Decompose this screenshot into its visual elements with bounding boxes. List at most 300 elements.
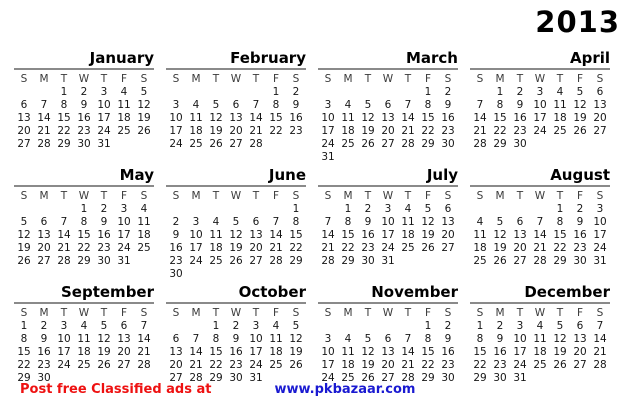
date-cell: 26 [229,254,243,267]
date-cell: 19 [361,124,375,137]
week-row [14,111,154,124]
date-cell: 24 [593,241,607,254]
weekday-header-cell: T [100,306,108,319]
empty-date-cell [438,150,458,163]
date-cell: 24 [321,371,335,384]
week-row [14,124,154,137]
week-row [14,202,154,215]
weekday-header-cell: S [444,306,452,319]
empty-date-cell [318,202,338,215]
week-row [470,98,610,111]
date-cell: 15 [269,111,283,124]
date-cell: 5 [364,98,372,111]
month-block [166,167,306,284]
weekday-header-cell: T [252,306,260,319]
empty-date-cell [510,202,530,215]
date-cell: 9 [100,215,108,228]
date-cell: 5 [212,98,220,111]
weekday-header-row [166,72,306,85]
weekday-header-cell: F [272,72,280,85]
date-cell: 20 [117,345,131,358]
date-cell: 21 [249,124,263,137]
weekday-header-cell: F [120,189,128,202]
weekday-header-row [470,189,610,202]
date-cell: 28 [249,137,263,150]
date-cell: 4 [140,202,148,215]
footer-website-link[interactable]: www.pkbazaar.com [274,382,416,397]
weekday-header-cell: S [596,189,604,202]
weekday-header-row [14,189,154,202]
date-cell: 4 [212,215,220,228]
empty-date-cell [14,202,34,215]
date-cell: 16 [361,228,375,241]
date-cell: 8 [496,98,504,111]
weekday-header-cell: M [343,72,353,85]
date-cell: 10 [97,98,111,111]
empty-date-cell [358,85,378,98]
date-cell: 3 [324,98,332,111]
week-row [166,358,306,371]
week-row [166,137,306,150]
date-cell: 15 [421,345,435,358]
date-cell: 19 [553,345,567,358]
date-cell: 1 [344,202,352,215]
date-cell: 30 [37,371,51,384]
weekday-header-cell: S [324,189,332,202]
date-cell: 27 [381,137,395,150]
date-cell: 25 [209,254,223,267]
date-cell: 29 [57,137,71,150]
date-cell: 8 [80,215,88,228]
date-cell: 8 [424,332,432,345]
date-cell: 11 [341,111,355,124]
week-row [14,241,154,254]
date-cell: 10 [513,332,527,345]
week-row [318,358,458,371]
date-cell: 14 [249,111,263,124]
date-cell: 1 [272,85,280,98]
date-cell: 5 [364,332,372,345]
weekday-header-row [318,306,458,319]
date-cell: 29 [289,254,303,267]
weekday-header-cell: S [596,306,604,319]
empty-date-cell [318,319,338,332]
empty-date-cell [438,254,458,267]
month-table [14,189,154,267]
week-row [470,254,610,267]
weekday-header-cell: T [516,306,524,319]
week-row [166,267,306,280]
date-cell: 16 [37,345,51,358]
weekday-header-cell: M [343,189,353,202]
weekday-header-cell: F [576,72,584,85]
date-cell: 20 [229,124,243,137]
date-cell: 1 [476,319,484,332]
date-cell: 10 [249,332,263,345]
weekday-header-cell: T [364,189,372,202]
date-cell: 28 [37,137,51,150]
empty-date-cell [34,202,54,215]
date-cell: 22 [473,358,487,371]
week-row [14,332,154,345]
date-cell: 31 [97,137,111,150]
date-cell: 1 [20,319,28,332]
date-cell: 19 [97,345,111,358]
date-cell: 3 [596,202,604,215]
date-cell: 10 [593,215,607,228]
date-cell: 13 [249,228,263,241]
date-cell: 9 [496,332,504,345]
footer [20,381,415,398]
date-cell: 6 [576,319,584,332]
date-cell: 29 [421,371,435,384]
month-table [470,306,610,384]
date-cell: 14 [269,228,283,241]
month-divider [166,68,306,70]
empty-date-cell [590,371,610,384]
weekday-header-cell: T [100,72,108,85]
weekday-header-cell: T [404,72,412,85]
week-row [318,345,458,358]
month-divider [14,68,154,70]
date-cell: 1 [556,202,564,215]
week-row [318,124,458,137]
date-cell: 5 [496,215,504,228]
date-cell: 8 [292,215,300,228]
date-cell: 31 [593,254,607,267]
date-cell: 25 [117,124,131,137]
date-cell: 13 [593,98,607,111]
date-cell: 24 [533,124,547,137]
empty-date-cell [34,85,54,98]
date-cell: 1 [212,319,220,332]
date-cell: 12 [229,228,243,241]
date-cell: 27 [17,137,31,150]
date-cell: 22 [341,241,355,254]
week-row [166,332,306,345]
weekday-header-cell: M [495,306,505,319]
month-divider [470,68,610,70]
date-cell: 12 [493,228,507,241]
week-row [318,228,458,241]
month-divider [470,185,610,187]
date-cell: 27 [117,358,131,371]
date-cell: 13 [117,332,131,345]
date-cell: 1 [424,85,432,98]
date-cell: 27 [573,358,587,371]
date-cell: 29 [553,254,567,267]
date-cell: 16 [77,111,91,124]
date-cell: 12 [573,98,587,111]
date-cell: 19 [137,111,151,124]
date-cell: 7 [404,332,412,345]
weekday-header-cell: S [596,72,604,85]
date-cell: 6 [384,98,392,111]
empty-date-cell [166,85,186,98]
empty-date-cell [378,150,398,163]
date-cell: 5 [424,202,432,215]
date-cell: 12 [289,332,303,345]
empty-date-cell [550,371,570,384]
weekday-header-cell: F [272,189,280,202]
month-divider [318,302,458,304]
weekday-header-cell: M [343,306,353,319]
month-name: February [230,49,306,67]
date-cell: 1 [424,319,432,332]
date-cell: 4 [192,98,200,111]
weekday-header-cell: W [534,306,546,319]
week-row [166,215,306,228]
date-cell: 18 [341,124,355,137]
date-cell: 19 [421,228,435,241]
empty-date-cell [358,319,378,332]
date-cell: 9 [40,332,48,345]
empty-date-cell [14,85,34,98]
date-cell: 8 [556,215,564,228]
date-cell: 8 [476,332,484,345]
date-cell: 5 [232,215,240,228]
date-cell: 8 [60,98,68,111]
date-cell: 16 [169,241,183,254]
week-row [318,215,458,228]
date-cell: 31 [249,371,263,384]
date-cell: 8 [424,98,432,111]
date-cell: 25 [341,371,355,384]
date-cell: 26 [421,241,435,254]
weekday-header-cell: T [404,306,412,319]
date-cell: 24 [169,137,183,150]
weekday-header-cell: W [230,189,242,202]
empty-date-cell [418,254,438,267]
date-cell: 14 [189,345,203,358]
date-cell: 2 [364,202,372,215]
date-cell: 7 [40,98,48,111]
weekday-header-cell: T [556,189,564,202]
date-cell: 2 [80,85,88,98]
date-cell: 6 [384,332,392,345]
weekday-header-cell: T [212,72,220,85]
weekday-header-cell: W [382,72,394,85]
date-cell: 31 [513,371,527,384]
month-name: May [119,166,154,184]
week-row [166,85,306,98]
weekday-header-cell: M [39,72,49,85]
date-cell: 29 [493,137,507,150]
date-cell: 5 [292,319,300,332]
empty-date-cell [550,137,570,150]
date-cell: 3 [100,85,108,98]
date-cell: 28 [189,371,203,384]
date-cell: 18 [209,241,223,254]
date-cell: 23 [513,124,527,137]
empty-date-cell [266,137,286,150]
date-cell: 21 [473,124,487,137]
date-cell: 31 [321,150,335,163]
month-divider [318,68,458,70]
empty-date-cell [338,319,358,332]
date-cell: 13 [441,215,455,228]
date-cell: 2 [100,202,108,215]
date-cell: 17 [381,228,395,241]
empty-date-cell [246,267,266,280]
empty-date-cell [378,319,398,332]
date-cell: 11 [533,332,547,345]
weekday-header-cell: W [78,189,90,202]
empty-date-cell [206,85,226,98]
weekday-header-row [14,72,154,85]
week-row [318,319,458,332]
date-cell: 30 [77,137,91,150]
date-cell: 7 [596,319,604,332]
month-block [470,167,610,284]
date-cell: 31 [381,254,395,267]
month-name: August [550,166,610,184]
weekday-header-row [470,72,610,85]
date-cell: 22 [17,358,31,371]
date-cell: 18 [137,228,151,241]
date-cell: 15 [421,111,435,124]
date-cell: 14 [321,228,335,241]
date-cell: 15 [209,345,223,358]
date-cell: 6 [444,202,452,215]
week-row [14,345,154,358]
date-cell: 19 [493,241,507,254]
date-cell: 30 [513,137,527,150]
date-cell: 3 [536,85,544,98]
week-row [166,228,306,241]
date-cell: 25 [77,358,91,371]
week-row [14,254,154,267]
weekday-header-cell: T [252,72,260,85]
weekday-header-cell: S [476,72,484,85]
date-cell: 30 [169,267,183,280]
date-cell: 8 [272,98,280,111]
weekday-header-cell: M [495,189,505,202]
week-row [470,332,610,345]
week-row [166,124,306,137]
week-row [166,98,306,111]
date-cell: 13 [229,111,243,124]
date-cell: 29 [17,371,31,384]
date-cell: 20 [593,111,607,124]
empty-date-cell [246,202,266,215]
weekday-header-cell: M [191,72,201,85]
date-cell: 27 [229,137,243,150]
date-cell: 2 [444,85,452,98]
month-table [318,72,458,163]
date-cell: 11 [209,228,223,241]
empty-date-cell [226,267,246,280]
weekday-header-cell: W [534,189,546,202]
date-cell: 5 [100,319,108,332]
weekday-header-cell: S [172,306,180,319]
date-cell: 7 [404,98,412,111]
month-name: November [371,283,458,301]
date-cell: 18 [533,345,547,358]
date-cell: 11 [77,332,91,345]
month-divider [166,185,306,187]
date-cell: 27 [381,371,395,384]
date-cell: 8 [344,215,352,228]
date-cell: 4 [404,202,412,215]
date-cell: 11 [341,345,355,358]
date-cell: 3 [384,202,392,215]
date-cell: 17 [117,228,131,241]
date-cell: 4 [80,319,88,332]
date-cell: 5 [140,85,148,98]
empty-date-cell [398,319,418,332]
date-cell: 3 [516,319,524,332]
date-cell: 6 [252,215,260,228]
date-cell: 20 [573,345,587,358]
weekday-header-cell: S [172,189,180,202]
date-cell: 21 [401,358,415,371]
date-cell: 22 [57,124,71,137]
date-cell: 1 [80,202,88,215]
date-cell: 30 [441,137,455,150]
date-cell: 13 [169,345,183,358]
weekday-header-cell: T [252,189,260,202]
date-cell: 2 [444,319,452,332]
date-cell: 15 [553,228,567,241]
weekday-header-cell: S [20,72,28,85]
date-cell: 17 [321,358,335,371]
weekday-header-cell: T [364,306,372,319]
date-cell: 26 [553,358,567,371]
empty-date-cell [134,254,154,267]
date-cell: 5 [556,319,564,332]
weekday-header-cell: T [556,72,564,85]
date-cell: 7 [192,332,200,345]
date-cell: 27 [169,371,183,384]
empty-date-cell [186,319,206,332]
week-row [470,319,610,332]
week-row [470,85,610,98]
date-cell: 12 [361,111,375,124]
date-cell: 14 [473,111,487,124]
weekday-header-cell: W [78,306,90,319]
date-cell: 4 [344,332,352,345]
week-row [470,228,610,241]
month-name: December [524,283,610,301]
month-name: March [405,49,458,67]
date-cell: 10 [381,215,395,228]
date-cell: 4 [272,319,280,332]
weekday-header-cell: S [20,306,28,319]
date-cell: 10 [321,111,335,124]
date-cell: 24 [97,124,111,137]
week-row [470,215,610,228]
date-cell: 12 [17,228,31,241]
date-cell: 15 [341,228,355,241]
month-table [470,72,610,150]
weekday-header-cell: W [230,72,242,85]
month-divider [470,302,610,304]
date-cell: 31 [117,254,131,267]
date-cell: 23 [441,358,455,371]
month-block [318,167,458,284]
date-cell: 1 [496,85,504,98]
week-row [470,371,610,384]
date-cell: 24 [57,358,71,371]
weekday-header-cell: S [292,189,300,202]
empty-date-cell [338,85,358,98]
week-row [166,254,306,267]
date-cell: 28 [593,358,607,371]
date-cell: 25 [341,137,355,150]
date-cell: 14 [401,111,415,124]
date-cell: 3 [192,215,200,228]
